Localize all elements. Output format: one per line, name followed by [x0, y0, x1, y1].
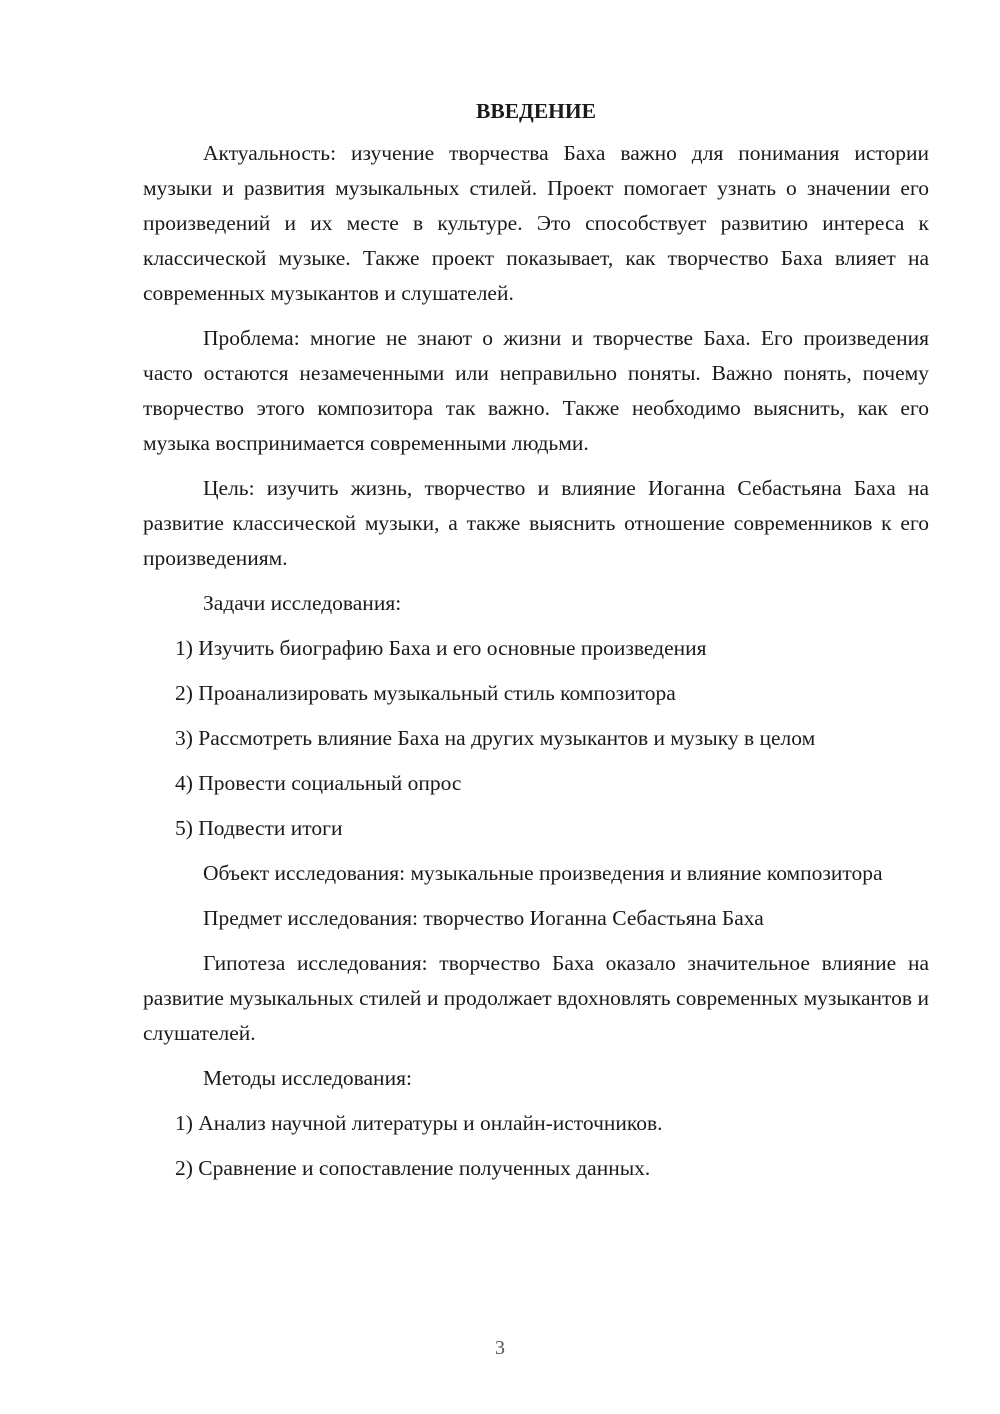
list-item: 3) Рассмотреть влияние Баха на других музыкантов и музыку в целом	[175, 726, 816, 750]
list-item: 2) Сравнение и сопоставление полученных данных.	[175, 1156, 651, 1180]
list-item: 5) Подвести итоги	[175, 816, 343, 840]
goal-paragraph: Цель: изучить жизнь, творчество и влияние Иоганна Себастьяна Баха на развитие классической музыки, а также выяснить отношение современников к его произведениям.	[143, 476, 929, 570]
problem-paragraph: Проблема: многие не знают о жизни и творчестве Баха. Его произведения часто остаются незамеченными или неправильно поняты. Важно понять, почему творчество этого композитора так важно. Также необходимо выяснить, как его музыка воспринимается современными людьми.	[143, 326, 929, 455]
methods-heading: Методы исследования:	[203, 1066, 412, 1090]
methods-list	[143, 1106, 929, 1186]
document-page	[143, 96, 929, 1196]
list-item: 2) Проанализировать музыкальный стиль композитора	[175, 681, 676, 705]
tasks-heading: Задачи исследования:	[203, 591, 402, 615]
object-paragraph: Объект исследования: музыкальные произведения и влияние композитора	[203, 861, 883, 885]
hypothesis-paragraph: Гипотеза исследования: творчество Баха оказало значительное влияние на развитие музыкальных стилей и продолжает вдохновлять современных музыкантов и слушателей.	[143, 951, 929, 1045]
subject-paragraph: Предмет исследования: творчество Иоганна Себастьяна Баха	[203, 906, 764, 930]
list-item: 1) Изучить биографию Баха и его основные произведения	[175, 636, 707, 660]
page-number: 3	[495, 1337, 505, 1359]
tasks-list	[143, 631, 929, 846]
relevance-paragraph: Актуальность: изучение творчества Баха важно для понимания истории музыки и развития музыкальных стилей. Проект помогает узнать о значении его произведений и их месте в культуре. Это способствует развитию интереса к классической музыке. Также проект показывает, как творчество Баха влияет на современных музыкантов и слушателей.	[143, 141, 929, 305]
page-title: ВВЕДЕНИЕ	[476, 99, 596, 123]
list-item: 4) Провести социальный опрос	[175, 771, 462, 795]
list-item: 1) Анализ научной литературы и онлайн-источников.	[175, 1111, 663, 1135]
